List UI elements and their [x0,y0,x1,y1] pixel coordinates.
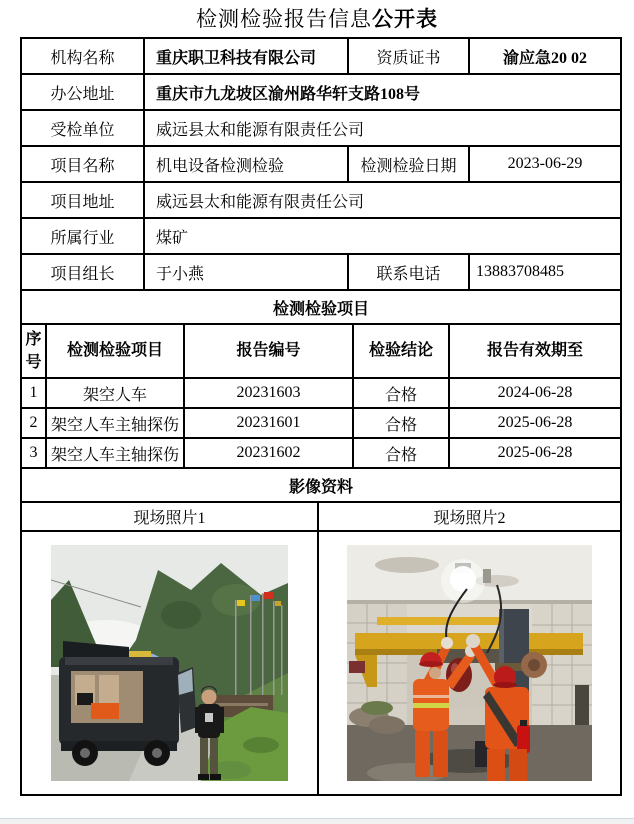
item-conclusion: 合格 [353,378,449,408]
page-title-normal: 检测检验报告信息 [196,7,372,31]
project-address-value: 威远县太和能源有限责任公司 [144,182,621,218]
item-seq: 3 [21,438,46,468]
row-project-address [21,182,621,218]
site-photos-table [20,501,622,796]
items-section-title: 检测检验项目 [21,290,621,324]
item-seq: 1 [21,378,46,408]
row-industry [21,218,621,254]
cert-label: 资质证书 [348,38,469,74]
item-valid-until: 2025-06-28 [449,438,621,468]
inspection-items-table [20,323,622,503]
project-name-label: 项目名称 [21,146,144,182]
media-section-title: 影像资料 [21,468,621,502]
item-valid-until: 2025-06-28 [449,408,621,438]
site-photo-1-image [51,545,288,781]
col-header-item: 检测检验项目 [46,324,184,378]
photo2-label: 现场照片2 [318,502,621,531]
inspection-date-label: 检测检验日期 [348,146,469,182]
page-bottom-band [0,818,634,824]
photo1-wrapper [22,532,317,794]
phone-value: 13883708485 [469,254,621,290]
page-title-bold: 公开表 [372,7,438,31]
item-row [21,378,621,408]
office-address-value: 重庆市九龙坡区渝州路华轩支路108号 [144,74,621,110]
item-name: 架空人车主轴探伤 [46,438,184,468]
item-report-no: 20231601 [184,408,353,438]
project-name-value: 机电设备检测检验 [144,146,348,182]
item-conclusion: 合格 [353,438,449,468]
col-header-seq: 序号 [21,324,46,378]
row-inspected-unit [21,110,621,146]
inspected-unit-label: 受检单位 [21,110,144,146]
org-name-value: 重庆职卫科技有限公司 [144,38,348,74]
org-name-label: 机构名称 [21,38,144,74]
phone-label: 联系电话 [348,254,469,290]
photos-row [21,531,621,795]
item-valid-until: 2024-06-28 [449,378,621,408]
item-report-no: 20231603 [184,378,353,408]
photo-labels-row [21,502,621,531]
report-info-table [20,37,622,325]
item-name: 架空人车主轴探伤 [46,408,184,438]
photo2-cell [318,531,621,795]
item-conclusion: 合格 [353,408,449,438]
row-project-name [21,146,621,182]
cert-value: 渝应急20 02 [469,38,621,74]
office-address-label: 办公地址 [21,74,144,110]
industry-label: 所属行业 [21,218,144,254]
photo2-wrapper [319,532,620,794]
items-header-row [21,324,621,378]
row-items-section-title [21,290,621,324]
row-media-section-title [21,468,621,502]
inspection-date-value: 2023-06-29 [469,146,621,182]
leader-value: 于小燕 [144,254,348,290]
col-header-report-no: 报告编号 [184,324,353,378]
item-seq: 2 [21,408,46,438]
col-header-conclusion: 检验结论 [353,324,449,378]
row-leader [21,254,621,290]
site-photo-2-image [347,545,592,781]
row-org [21,38,621,74]
page-title [0,7,634,31]
industry-value: 煤矿 [144,218,621,254]
photo1-cell [21,531,318,795]
col-header-valid-until: 报告有效期至 [449,324,621,378]
leader-label: 项目组长 [21,254,144,290]
item-row [21,438,621,468]
item-row [21,408,621,438]
row-office-address [21,74,621,110]
item-report-no: 20231602 [184,438,353,468]
inspected-unit-value: 威远县太和能源有限责任公司 [144,110,621,146]
project-address-label: 项目地址 [21,182,144,218]
photo1-label: 现场照片1 [21,502,318,531]
item-name: 架空人车 [46,378,184,408]
